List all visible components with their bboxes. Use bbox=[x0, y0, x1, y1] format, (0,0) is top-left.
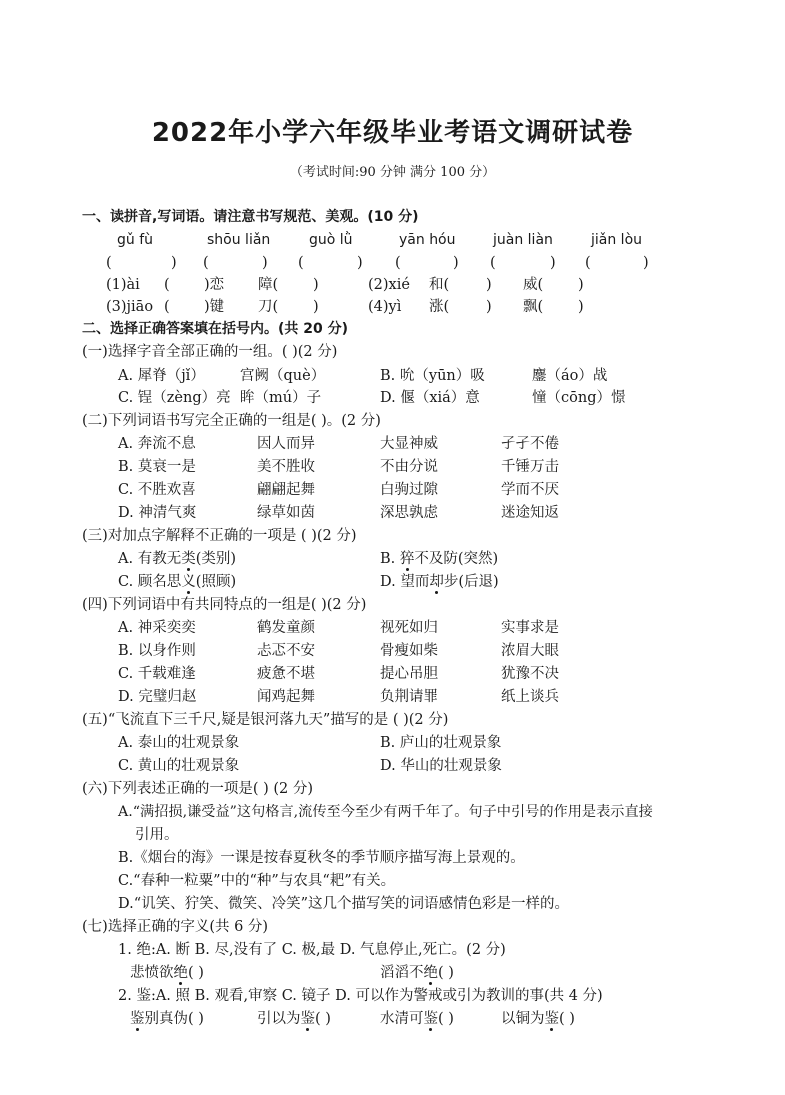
option-word: 视死如归 bbox=[380, 620, 438, 636]
polyphone-word: )恋 bbox=[204, 277, 225, 293]
word-item: 滔滔不绝( ) bbox=[380, 965, 454, 981]
question-5-stem: (五)“飞流直下三千尺,疑是银河落九天”描写的是 ( )(2 分) bbox=[82, 712, 449, 728]
pinyin-5: juàn liàn bbox=[493, 232, 553, 248]
word-item: 鉴别真伪( ) bbox=[130, 1011, 204, 1027]
emphasis-char: 鉴 bbox=[300, 1011, 315, 1027]
option-word: 骨瘦如柴 bbox=[380, 643, 438, 659]
option-c: C. 千载难逢 bbox=[118, 666, 196, 682]
option-word: 迷途知返 bbox=[501, 505, 559, 521]
answer-bracket-open: ( bbox=[106, 255, 112, 271]
question-1-stem: (一)选择字音全部正确的一组。( )(2 分) bbox=[82, 344, 338, 360]
option-a: A. 奔流不息 bbox=[118, 436, 196, 452]
polyphone-word: 障( bbox=[258, 277, 279, 293]
option-b: B. 莫衰一是 bbox=[118, 459, 196, 475]
option-a: A. 泰山的壮观景象 bbox=[118, 735, 240, 751]
answer-bracket: ) bbox=[313, 299, 319, 315]
sub-question-1: 1. 绝:A. 断 B. 尽,没有了 C. 极,最 D. 气息停止,死亡。(2 分) bbox=[118, 942, 506, 958]
section-2-heading: 二、选择正确答案填在括号内。(共 20 分) bbox=[82, 321, 349, 337]
polyphone-label: (2)xié bbox=[368, 277, 410, 293]
option-a: A. 神采奕奕 bbox=[118, 620, 196, 636]
question-6-stem: (六)下列表述正确的一项是( ) (2 分) bbox=[82, 781, 313, 797]
emphasis-char: 绝 bbox=[173, 965, 188, 981]
option-word: 鹤发童颜 bbox=[257, 620, 315, 636]
answer-bracket-close: ) bbox=[643, 255, 649, 271]
answer-bracket: ) bbox=[486, 277, 492, 293]
option-b: B.《烟台的海》一课是按春夏秋冬的季节顺序描写海上景观的。 bbox=[118, 850, 525, 866]
question-3-stem: (三)对加点字解释不正确的一项是 ( )(2 分) bbox=[82, 528, 357, 544]
option-word: 美不胜收 bbox=[257, 459, 315, 475]
option-word: 负荆请罪 bbox=[380, 689, 438, 705]
option-word: 绿草如茵 bbox=[257, 505, 315, 521]
question-7-stem: (七)选择正确的字义(共 6 分) bbox=[82, 919, 269, 935]
answer-bracket-close: ) bbox=[171, 255, 177, 271]
exam-subtitle: （考试时间:90 分钟 满分 100 分） bbox=[289, 165, 496, 180]
answer-bracket: ( bbox=[164, 277, 170, 293]
option-b: B. 以身作则 bbox=[118, 643, 196, 659]
option-word: 孑孑不倦 bbox=[501, 436, 559, 452]
sub-question-2: 2. 鉴:A. 照 B. 观看,审察 C. 镜子 D. 可以作为警戒或引为教训的事(共 4 分) bbox=[118, 988, 603, 1004]
option-c: C.“春种一粒粟”中的“种”与农具“耙”有关。 bbox=[118, 873, 396, 889]
option-d: D. 偃（xiá）意 bbox=[380, 390, 480, 406]
option-b: B. 吮（yūn）吸 bbox=[380, 368, 485, 384]
option-b-word: 鏖（áo）战 bbox=[532, 368, 608, 384]
answer-bracket-open: ( bbox=[203, 255, 209, 271]
answer-bracket-open: ( bbox=[298, 255, 304, 271]
answer-bracket: ) bbox=[486, 299, 492, 315]
option-a: A.“满招损,谦受益”这句格言,流传至今至少有两千年了。句子中引号的作用是表示直接 bbox=[118, 804, 653, 820]
option-word: 犹豫不决 bbox=[501, 666, 559, 682]
option-d: D.“讥笑、狞笑、微笑、冷笑”这几个描写笑的词语感情色彩是一样的。 bbox=[118, 896, 570, 912]
option-word: 翩翩起舞 bbox=[257, 482, 315, 498]
pinyin-2: shōu liǎn bbox=[207, 232, 271, 248]
polyphone-word: 飘( bbox=[523, 299, 544, 315]
option-b: B. 庐山的壮观景象 bbox=[380, 735, 502, 751]
answer-bracket-close: ) bbox=[550, 255, 556, 271]
option-c-word: 眸（mú）子 bbox=[240, 390, 322, 406]
emphasis-char: 却 bbox=[429, 574, 444, 590]
option-d-word: 憧（cōng）憬 bbox=[532, 390, 626, 406]
exam-title: 2022年小学六年级毕业考语文调研试卷 bbox=[151, 118, 634, 148]
answer-bracket-close: ) bbox=[453, 255, 459, 271]
answer-bracket-close: ) bbox=[357, 255, 363, 271]
emphasis-char: 猝 bbox=[399, 551, 415, 567]
polyphone-word: 涨( bbox=[429, 299, 450, 315]
emphasis-char: 鉴 bbox=[544, 1011, 559, 1027]
answer-bracket-close: ) bbox=[262, 255, 268, 271]
option-c: C. 不胜欢喜 bbox=[118, 482, 196, 498]
option-c: C. 锃（zèng）亮 bbox=[118, 390, 231, 406]
option-word: 实事求是 bbox=[501, 620, 559, 636]
answer-bracket: ) bbox=[578, 299, 584, 315]
option-word: 千锤万击 bbox=[501, 459, 559, 475]
option-c: C. 黄山的壮观景象 bbox=[118, 758, 240, 774]
option-a: A. 犀脊（jǐ） bbox=[118, 368, 205, 384]
option-word: 不由分说 bbox=[380, 459, 438, 475]
option-word: 因人而异 bbox=[257, 436, 315, 452]
option-d: D. 望而却步(后退) bbox=[380, 574, 499, 590]
question-2-stem: (二)下列词语书写完全正确的一组是( )。(2 分) bbox=[82, 413, 381, 429]
pinyin-1: gǔ fù bbox=[117, 232, 154, 248]
polyphone-word: 威( bbox=[523, 277, 544, 293]
polyphone-word: )键 bbox=[204, 299, 225, 315]
option-word: 浓眉大眼 bbox=[501, 643, 559, 659]
option-word: 纸上谈兵 bbox=[501, 689, 559, 705]
answer-bracket: ) bbox=[578, 277, 584, 293]
emphasis-char: 义 bbox=[181, 574, 196, 590]
option-d: D. 神清气爽 bbox=[118, 505, 197, 521]
polyphone-label: (3)jiāo bbox=[106, 299, 154, 315]
option-word: 白驹过隙 bbox=[380, 482, 438, 498]
word-item: 以铜为鉴( ) bbox=[501, 1011, 575, 1027]
polyphone-label: (1)ài bbox=[106, 277, 140, 293]
polyphone-label: (4)yì bbox=[368, 299, 402, 315]
option-word: 疲惫不堪 bbox=[257, 666, 315, 682]
answer-bracket-open: ( bbox=[395, 255, 401, 271]
option-a-continued: 引用。 bbox=[135, 827, 179, 843]
word-item: 引以为鉴( ) bbox=[257, 1011, 331, 1027]
option-word: 闻鸡起舞 bbox=[257, 689, 315, 705]
polyphone-word: 和( bbox=[429, 277, 450, 293]
option-a: A. 有教无类(类别) bbox=[118, 551, 237, 567]
option-word: 深思孰虑 bbox=[380, 505, 438, 521]
option-c: C. 顾名思义(照顾) bbox=[118, 574, 237, 590]
word-item: 悲愤欲绝( ) bbox=[130, 965, 204, 981]
option-a-word: 宫阙（què） bbox=[240, 368, 326, 384]
polyphone-word: 刀( bbox=[258, 299, 279, 315]
emphasis-char: 鉴 bbox=[423, 1011, 438, 1027]
emphasis-char: 绝 bbox=[423, 965, 438, 981]
option-word: 大显神威 bbox=[380, 436, 438, 452]
answer-bracket: ( bbox=[164, 299, 170, 315]
option-d: D. 完璧归赵 bbox=[118, 689, 197, 705]
word-item: 水清可鉴( ) bbox=[380, 1011, 454, 1027]
option-word: 学而不厌 bbox=[501, 482, 559, 498]
option-d: D. 华山的壮观景象 bbox=[380, 758, 502, 774]
pinyin-6: jiǎn lòu bbox=[591, 232, 643, 248]
pinyin-4: yān hóu bbox=[399, 232, 456, 248]
answer-bracket: ) bbox=[313, 277, 319, 293]
emphasis-char: 类 bbox=[181, 551, 196, 567]
answer-bracket-open: ( bbox=[490, 255, 496, 271]
option-word: 忐忑不安 bbox=[257, 643, 315, 659]
pinyin-3: guò lǜ bbox=[309, 232, 353, 248]
question-4-stem: (四)下列词语中有共同特点的一组是( )(2 分) bbox=[82, 597, 367, 613]
answer-bracket-open: ( bbox=[585, 255, 591, 271]
option-word: 提心吊胆 bbox=[380, 666, 438, 682]
emphasis-char: 鉴 bbox=[130, 1011, 145, 1027]
section-1-heading: 一、读拼音,写词语。请注意书写规范、美观。(10 分) bbox=[82, 209, 419, 225]
option-b: B. 猝不及防(突然) bbox=[380, 551, 499, 567]
